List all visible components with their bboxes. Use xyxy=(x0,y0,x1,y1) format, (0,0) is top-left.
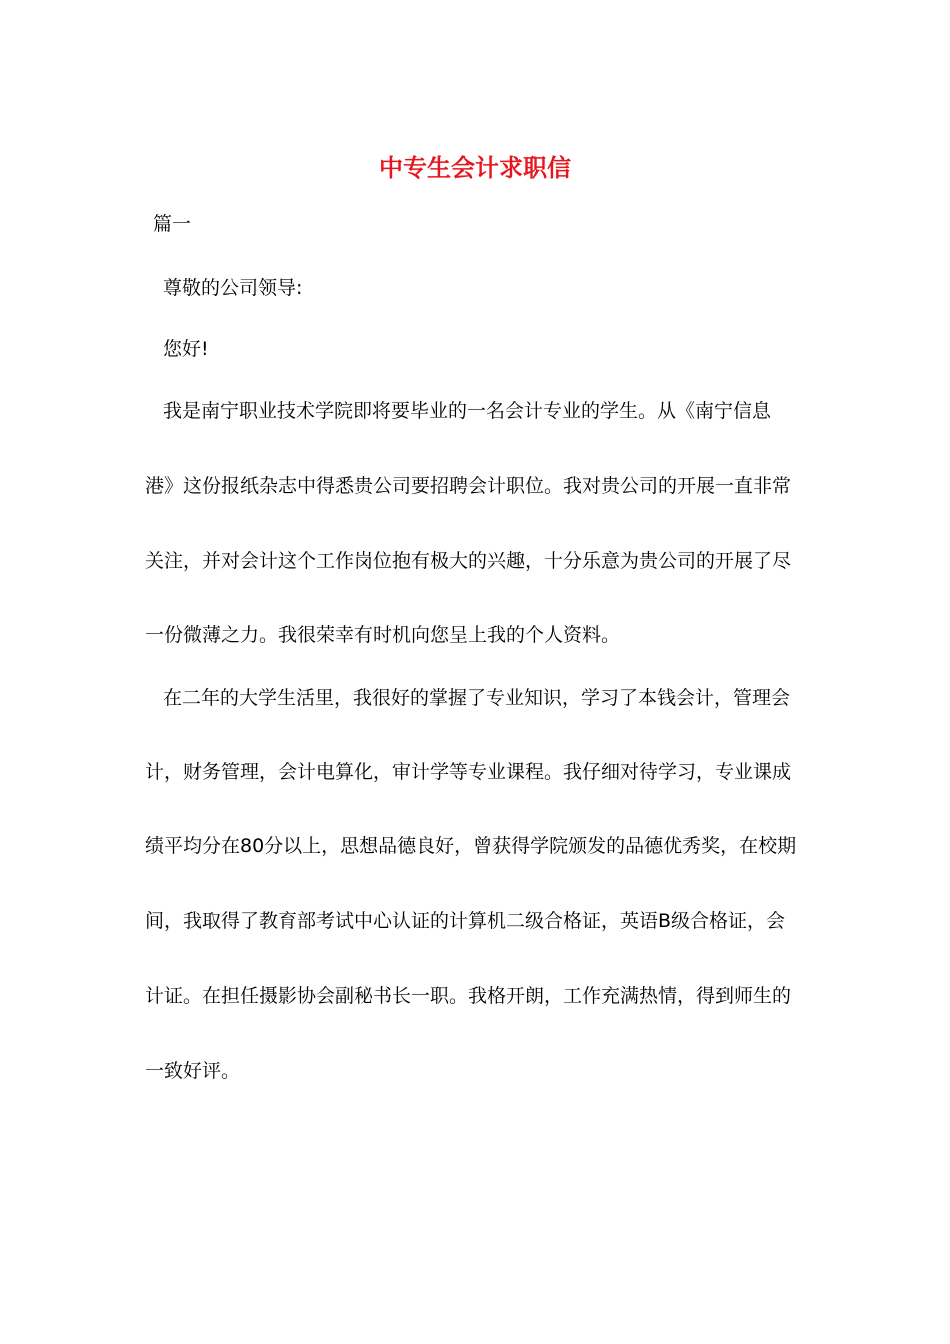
salutation: 尊敬的公司领导: xyxy=(163,277,303,299)
paragraph-line: 一份微薄之力。我很荣幸有时机向您呈上我的个人资料。 xyxy=(145,624,621,646)
paragraph-line: 港》这份报纸杂志中得悉贵公司要招聘会计职位。我对贵公司的开展一直非常 xyxy=(145,475,792,497)
paragraph-line: 计证。在担任摄影协会副秘书长一职。我格开朗，工作充满热情，得到师生的 xyxy=(145,985,792,1007)
paragraph-line: 间，我取得了教育部考试中心认证的计算机二级合格证，英语B级合格证，会 xyxy=(145,910,786,932)
paragraph-line: 绩平均分在80分以上，思想品德良好，曾获得学院颁发的品德优秀奖，在校期 xyxy=(145,835,797,857)
document-title: 中专生会计求职信 xyxy=(379,153,571,182)
greeting: 您好! xyxy=(163,338,209,360)
paragraph-line: 在二年的大学生活里，我很好的掌握了专业知识，学习了本钱会计，管理会 xyxy=(163,687,791,709)
paragraph-line: 计，财务管理，会计电算化，审计学等专业课程。我仔细对待学习，专业课成 xyxy=(145,761,792,783)
paragraph-line: 关注，并对会计这个工作岗位抱有极大的兴趣，十分乐意为贵公司的开展了尽 xyxy=(145,550,792,572)
paragraph-line: 我是南宁职业技术学院即将要毕业的一名会计专业的学生。从《南宁信息 xyxy=(163,400,772,422)
paragraph-line: 一致好评。 xyxy=(145,1060,241,1082)
section-heading: 篇一 xyxy=(153,213,192,235)
